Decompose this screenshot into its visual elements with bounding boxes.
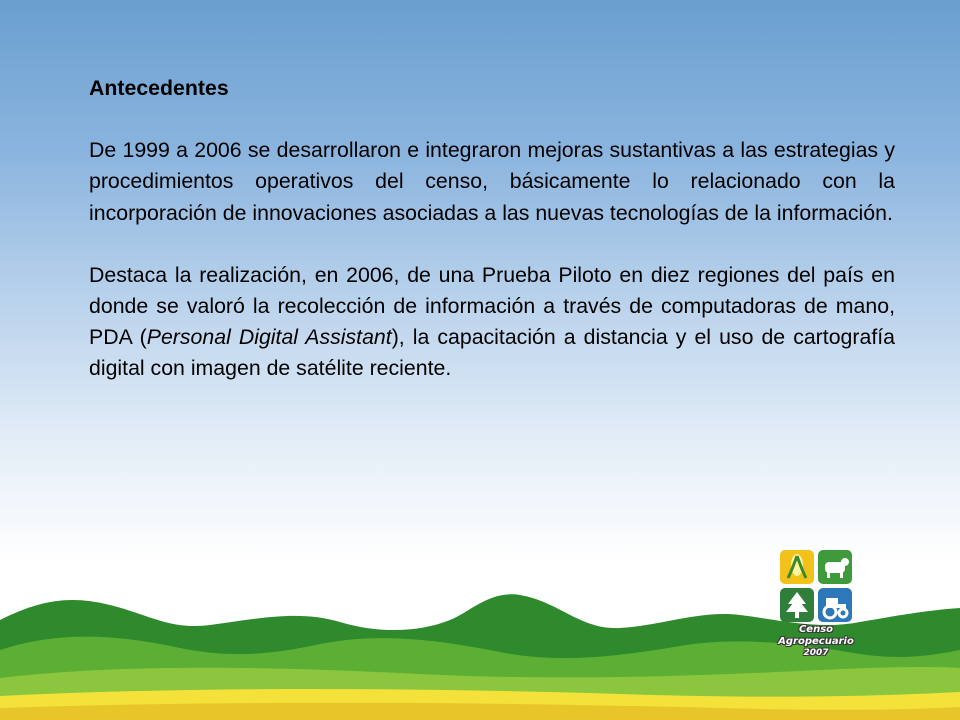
pda-term: Personal Digital Assistant (146, 325, 392, 350)
paragraph-pilot-test (89, 260, 895, 385)
paragraph-pilot-text-a: Destaca la realización, en 2006, de una Prueba Piloto en diez regiones del país en donde se valoró la recolección de información a través de computadoras de mano, PDA ( (89, 262, 895, 350)
paragraph-pilot-text-b: ), la capacitación a distancia y el uso de cartografía digital con imagen de satélite reciente. (89, 325, 895, 381)
logo-text-agropecuario: Agropecuario (778, 636, 854, 647)
censo-agropecuario-logo (768, 550, 864, 660)
tree-icon (780, 588, 814, 622)
logo-text-year: 2007 (803, 648, 829, 658)
logo-text-censo: Censo (798, 624, 834, 635)
paragraph-history: De 1999 a 2006 se desarrollaron e integraron mejoras sustantivas a las estrategias y procedimientos operativos del censo, básicamente lo relacionado con la incorporación de innovaciones asociadas a las nuevas tecnologías de la información. (89, 138, 895, 225)
slide-title: Antecedentes (89, 76, 229, 100)
cow-icon (818, 550, 852, 584)
corn-icon (780, 550, 814, 584)
logo-icon-grid (780, 550, 852, 622)
slide-content (89, 73, 895, 385)
tractor-icon (818, 588, 852, 622)
